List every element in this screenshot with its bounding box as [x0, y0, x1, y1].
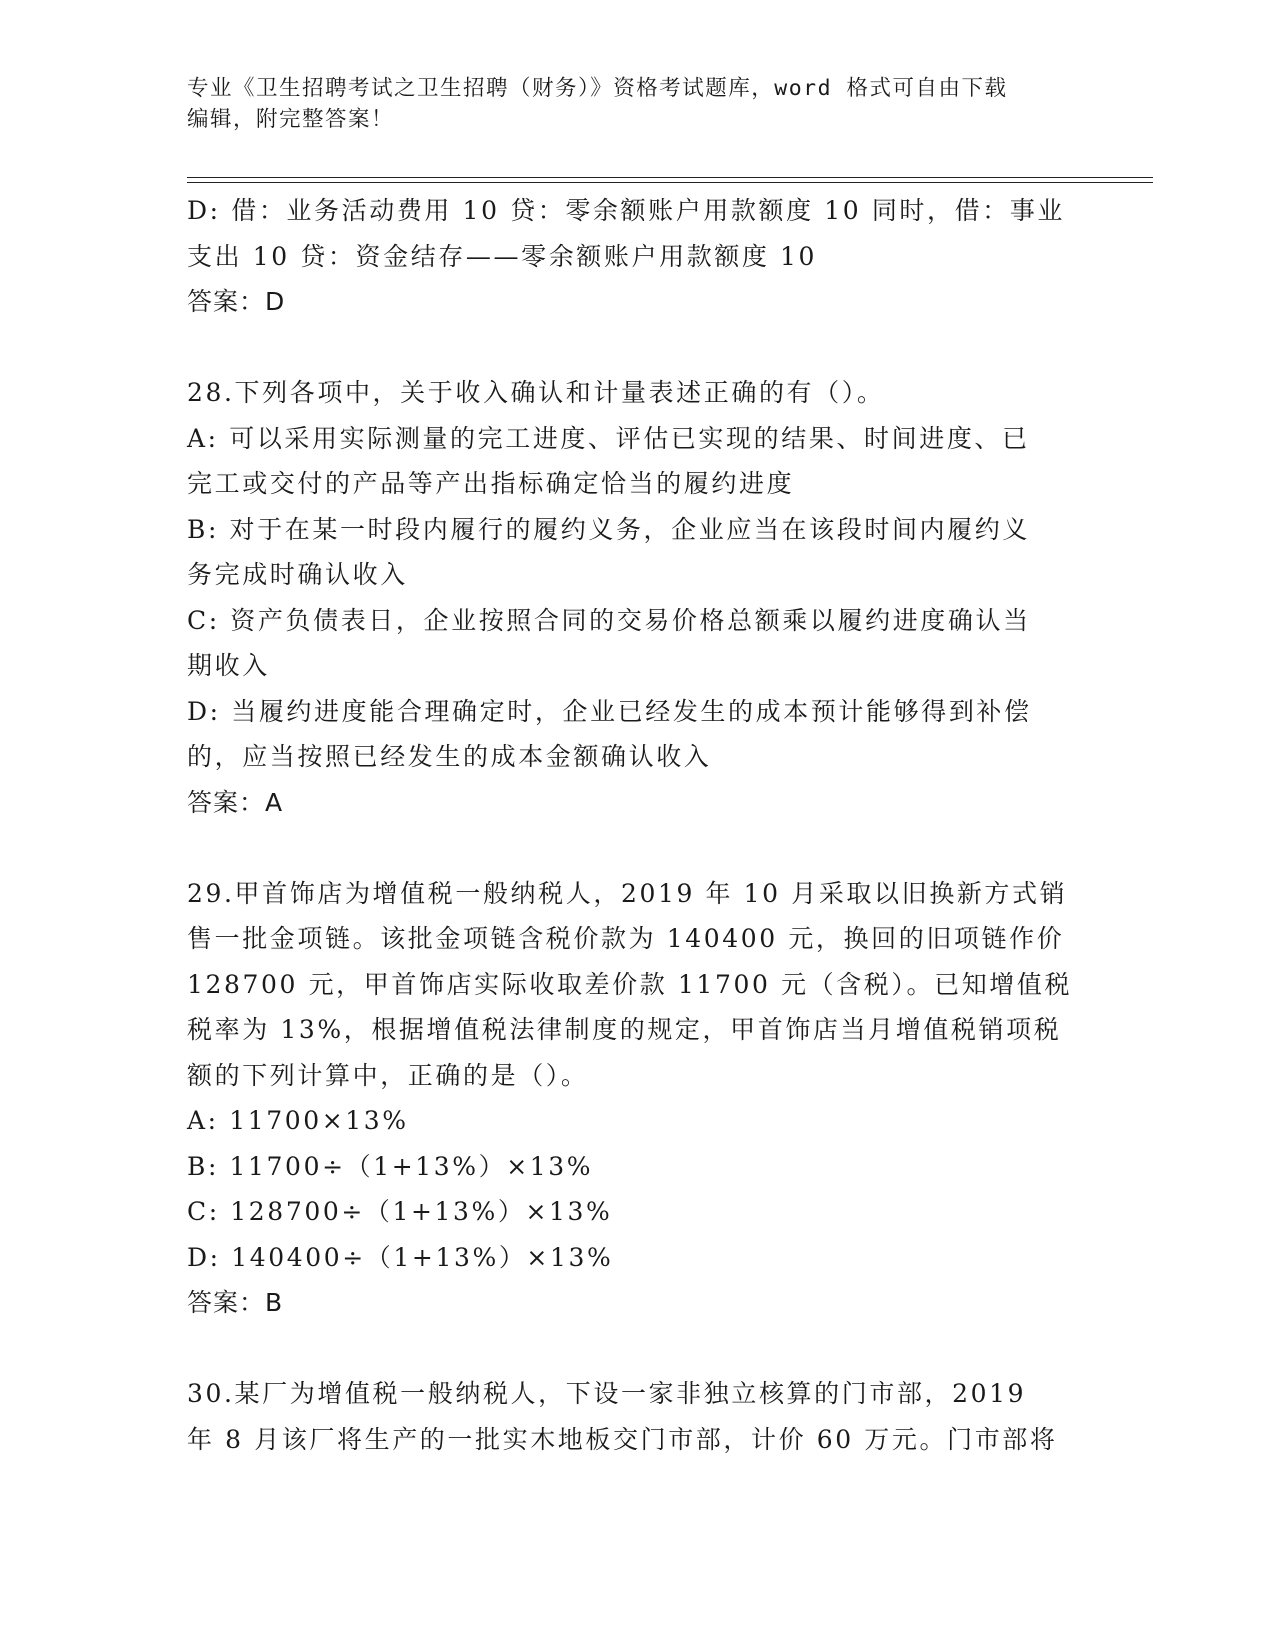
header-line-1: 专业《卫生招聘考试之卫生招聘（财务）》资格考试题库，word 格式可自由下载: [187, 76, 1008, 101]
q29-option-b: B: 11700÷（1+13%）×13%: [187, 1151, 594, 1181]
q29-stem-line-3: 128700 元，甲首饰店实际收取差价款 11700 元（含税）。已知增值税: [187, 969, 1073, 999]
question-29: [187, 871, 1087, 1326]
q28-stem: 28.下列各项中，关于收入确认和计量表述正确的有（）。: [187, 378, 885, 407]
q29-stem-line-2: 售一批金项链。该批金项链含税价款为 140400 元，换回的旧项链作价: [187, 924, 1065, 953]
q30-stem-line-2: 年 8 月该厂将生产的一批实木地板交门市部，计价 60 万元。门市部将: [187, 1424, 1058, 1454]
q29-option-a: A: 11700×13%: [187, 1106, 409, 1135]
q27-option-d-line-2: 支出 10 贷：资金结存——零余额账户用款额度 10: [187, 241, 818, 271]
q27-option-d-line-1: D: 借：业务活动费用 10 贷：零余额账户用款额度 10 同时，借：事业: [187, 196, 1066, 225]
q29-option-c: C: 128700÷（1+13%）×13%: [187, 1197, 613, 1226]
q28-option-a-line-1: A: 可以采用实际测量的完工进度、评估已实现的结果、时间进度、已: [187, 423, 1030, 453]
question-28: [187, 370, 1087, 825]
q29-stem-line-4: 税率为 13%，根据增值税法律制度的规定，甲首饰店当月增值税销项税: [187, 1015, 1062, 1044]
document-header: [187, 73, 1087, 135]
spacer: [187, 825, 1087, 871]
q28-option-d-line-1: D: 当履约进度能合理确定时，企业已经发生的成本预计能够得到补偿: [187, 696, 1032, 726]
q28-option-d-line-2: 的，应当按照已经发生的成本金额确认收入: [187, 742, 712, 771]
q28-option-c-line-2: 期收入: [187, 651, 270, 680]
q30-stem-line-1: 30.某厂为增值税一般纳税人，下设一家非独立核算的门市部，2019: [187, 1379, 1027, 1408]
q28-option-c-line-1: C: 资产负债表日，企业按照合同的交易价格总额乘以履约进度确认当: [187, 605, 1031, 635]
header-divider-top: [187, 177, 1153, 178]
header-line-2: 编辑，附完整答案！: [187, 107, 395, 132]
q29-stem-line-5: 额的下列计算中，正确的是（）。: [187, 1060, 589, 1090]
q28-option-b-line-1: B: 对于在某一时段内履行的履约义务，企业应当在该段时间内履约义: [187, 514, 1030, 544]
question-30: [187, 1371, 1087, 1462]
header-divider-bottom: [187, 182, 1153, 183]
q28-option-b-line-2: 务完成时确认收入: [187, 560, 408, 589]
spacer: [187, 325, 1087, 371]
q28-answer: 答案：A: [187, 787, 284, 817]
q28-option-a-line-2: 完工或交付的产品等产出指标确定恰当的履约进度: [187, 469, 795, 498]
q29-answer: 答案：B: [187, 1288, 284, 1317]
q27-answer: 答案：D: [187, 287, 286, 316]
question-27-tail: [187, 188, 1087, 325]
spacer: [187, 1326, 1087, 1372]
question-content: [187, 188, 1087, 1462]
q29-stem-line-1: 29.甲首饰店为增值税一般纳税人，2019 年 10 月采取以旧换新方式销: [187, 878, 1068, 908]
q29-option-d: D: 140400÷（1+13%）×13%: [187, 1242, 614, 1272]
